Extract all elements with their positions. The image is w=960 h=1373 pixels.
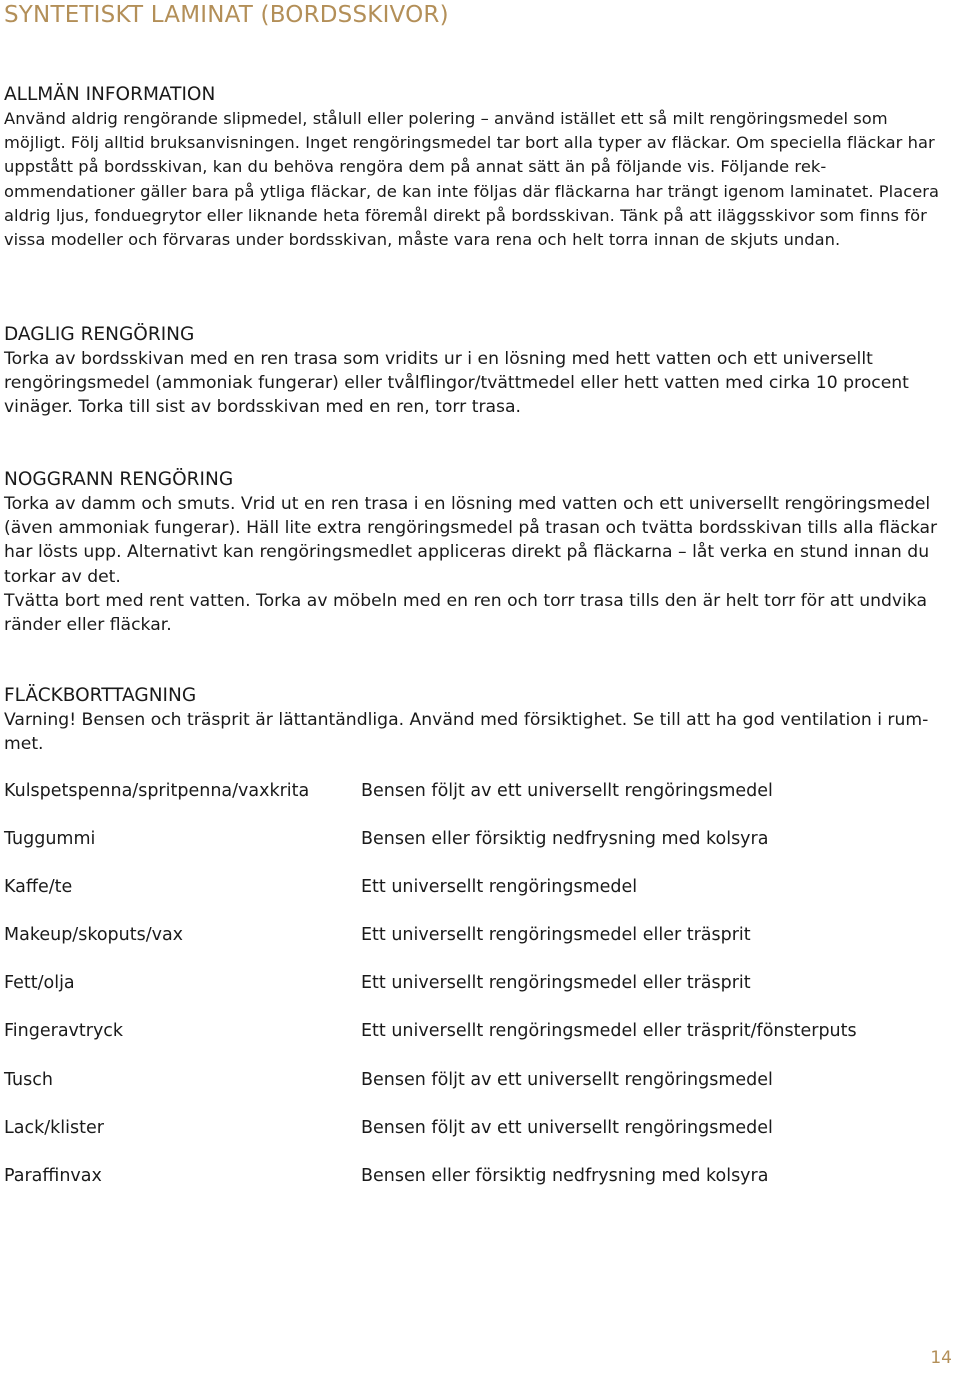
- section-heading-stain: FLÄCKBORTTAGNING: [4, 685, 197, 706]
- section-heading-daily: DAGLIG RENGÖRING: [4, 324, 195, 345]
- page-title: SYNTETISKT LAMINAT (BORDSSKIVOR): [4, 2, 449, 28]
- section-thorough-cleaning: [4, 468, 944, 637]
- stain-name: Lack/klister: [4, 1117, 104, 1138]
- stain-name: Kulspetspenna/spritpenna/vaxkrita: [4, 781, 310, 801]
- stain-name: Kaffe/te: [4, 877, 73, 898]
- section-body-general: Använd aldrig rengörande slipmedel, stålull eller polering – använd istället ett så milt rengöringsmedel som möjligt. Följ alltid bruksanvisningen. Inget rengöringsmedel tar bort alla typer av fläckar. Om speciella fläckar har uppstått på bordsskivan, kan du behöva rengöra dem på annat sätt än på följande vis. Följande rekommendationer gäller bara på ytliga fläckar, de kan inte följas där fläckarna har trängt igenom laminatet. Placera aldrig ljus, fonduegrytor eller liknande heta föremål direkt på bordsskivan. Tänk på att iläggsskivor som finns för vissa modeller och förvaras under bordsskivan, måste vara rena och helt torra innan de skjuts undan.: [4, 109, 940, 250]
- stain-name: Makeup/skoputs/vax: [4, 925, 184, 946]
- stain-remedy: Ett universellt rengöringsmedel eller träsprit: [361, 973, 751, 994]
- stain-remedy: Bensen följt av ett universellt rengöringsmedel: [361, 1069, 773, 1090]
- stain-remedy: Ett universellt rengöringsmedel eller träsprit/fönsterputs: [361, 1021, 857, 1042]
- stain-row: [4, 923, 944, 971]
- stain-name: Tuggummi: [4, 829, 96, 850]
- stain-row: [4, 875, 944, 923]
- stain-name: Fett/olja: [4, 973, 75, 994]
- stain-row: [4, 1019, 944, 1067]
- stain-row: [4, 827, 944, 875]
- stain-table: [4, 779, 944, 1212]
- section-heading-general: ALLMÄN INFORMATION: [4, 84, 216, 105]
- stain-remedy: Ett universellt rengöringsmedel eller träsprit: [361, 925, 751, 946]
- stain-remedy: Bensen eller försiktig nedfrysning med kolsyra: [361, 1165, 769, 1186]
- section-body-thorough-2: Tvätta bort med rent vatten. Torka av möbeln med en ren och torr trasa tills den är helt torr för att undvika ränder eller fläckar.: [4, 590, 928, 636]
- page-number: 14: [930, 1348, 952, 1368]
- section-body-thorough-1: Torka av damm och smuts. Vrid ut en ren trasa i en lösning med vatten och ett universellt rengöringsmedel (även ammoniak fungerar). Häll lite extra rengöringsmedel på trasan och tvätta bordsskivan tills alla fläckar har lösts upp. Alternativt kan rengöringsmedlet appliceras direkt på fläckarna – låt verka en stund innan du torkar av det.: [4, 494, 938, 587]
- section-heading-thorough: NOGGRANN RENGÖRING: [4, 469, 234, 490]
- stain-remedy: Bensen följt av ett universellt rengöringsmedel: [361, 781, 773, 801]
- stain-row: [4, 1164, 944, 1212]
- section-general-information: [4, 83, 944, 252]
- section-body-daily: Torka av bordsskivan med en ren trasa som vridits ur i en lösning med hett vatten och ett universellt rengöringsmedel (ammoniak fungerar) eller tvålflingor/tvättmedel eller hett vatten med cirka 10 procent vinäger. Torka till sist av bordsskivan med en ren, torr trasa.: [4, 349, 909, 418]
- stain-name: Fingeravtryck: [4, 1021, 124, 1042]
- stain-remedy: Bensen eller försiktig nedfrysning med kolsyra: [361, 829, 769, 850]
- stain-row: [4, 779, 944, 827]
- section-stain-removal: [4, 684, 944, 756]
- stain-row: [4, 1116, 944, 1164]
- section-body-stain-warning: Varning! Bensen och träsprit är lättantändliga. Använd med försiktighet. Se till att ha god ventilation i rummet.: [4, 710, 929, 755]
- stain-remedy: Bensen följt av ett universellt rengöringsmedel: [361, 1117, 773, 1138]
- stain-row: [4, 1068, 944, 1116]
- stain-name: Paraffinvax: [4, 1165, 102, 1186]
- section-daily-cleaning: [4, 323, 944, 420]
- stain-name: Tusch: [4, 1069, 53, 1090]
- stain-remedy: Ett universellt rengöringsmedel: [361, 877, 638, 898]
- stain-row: [4, 971, 944, 1019]
